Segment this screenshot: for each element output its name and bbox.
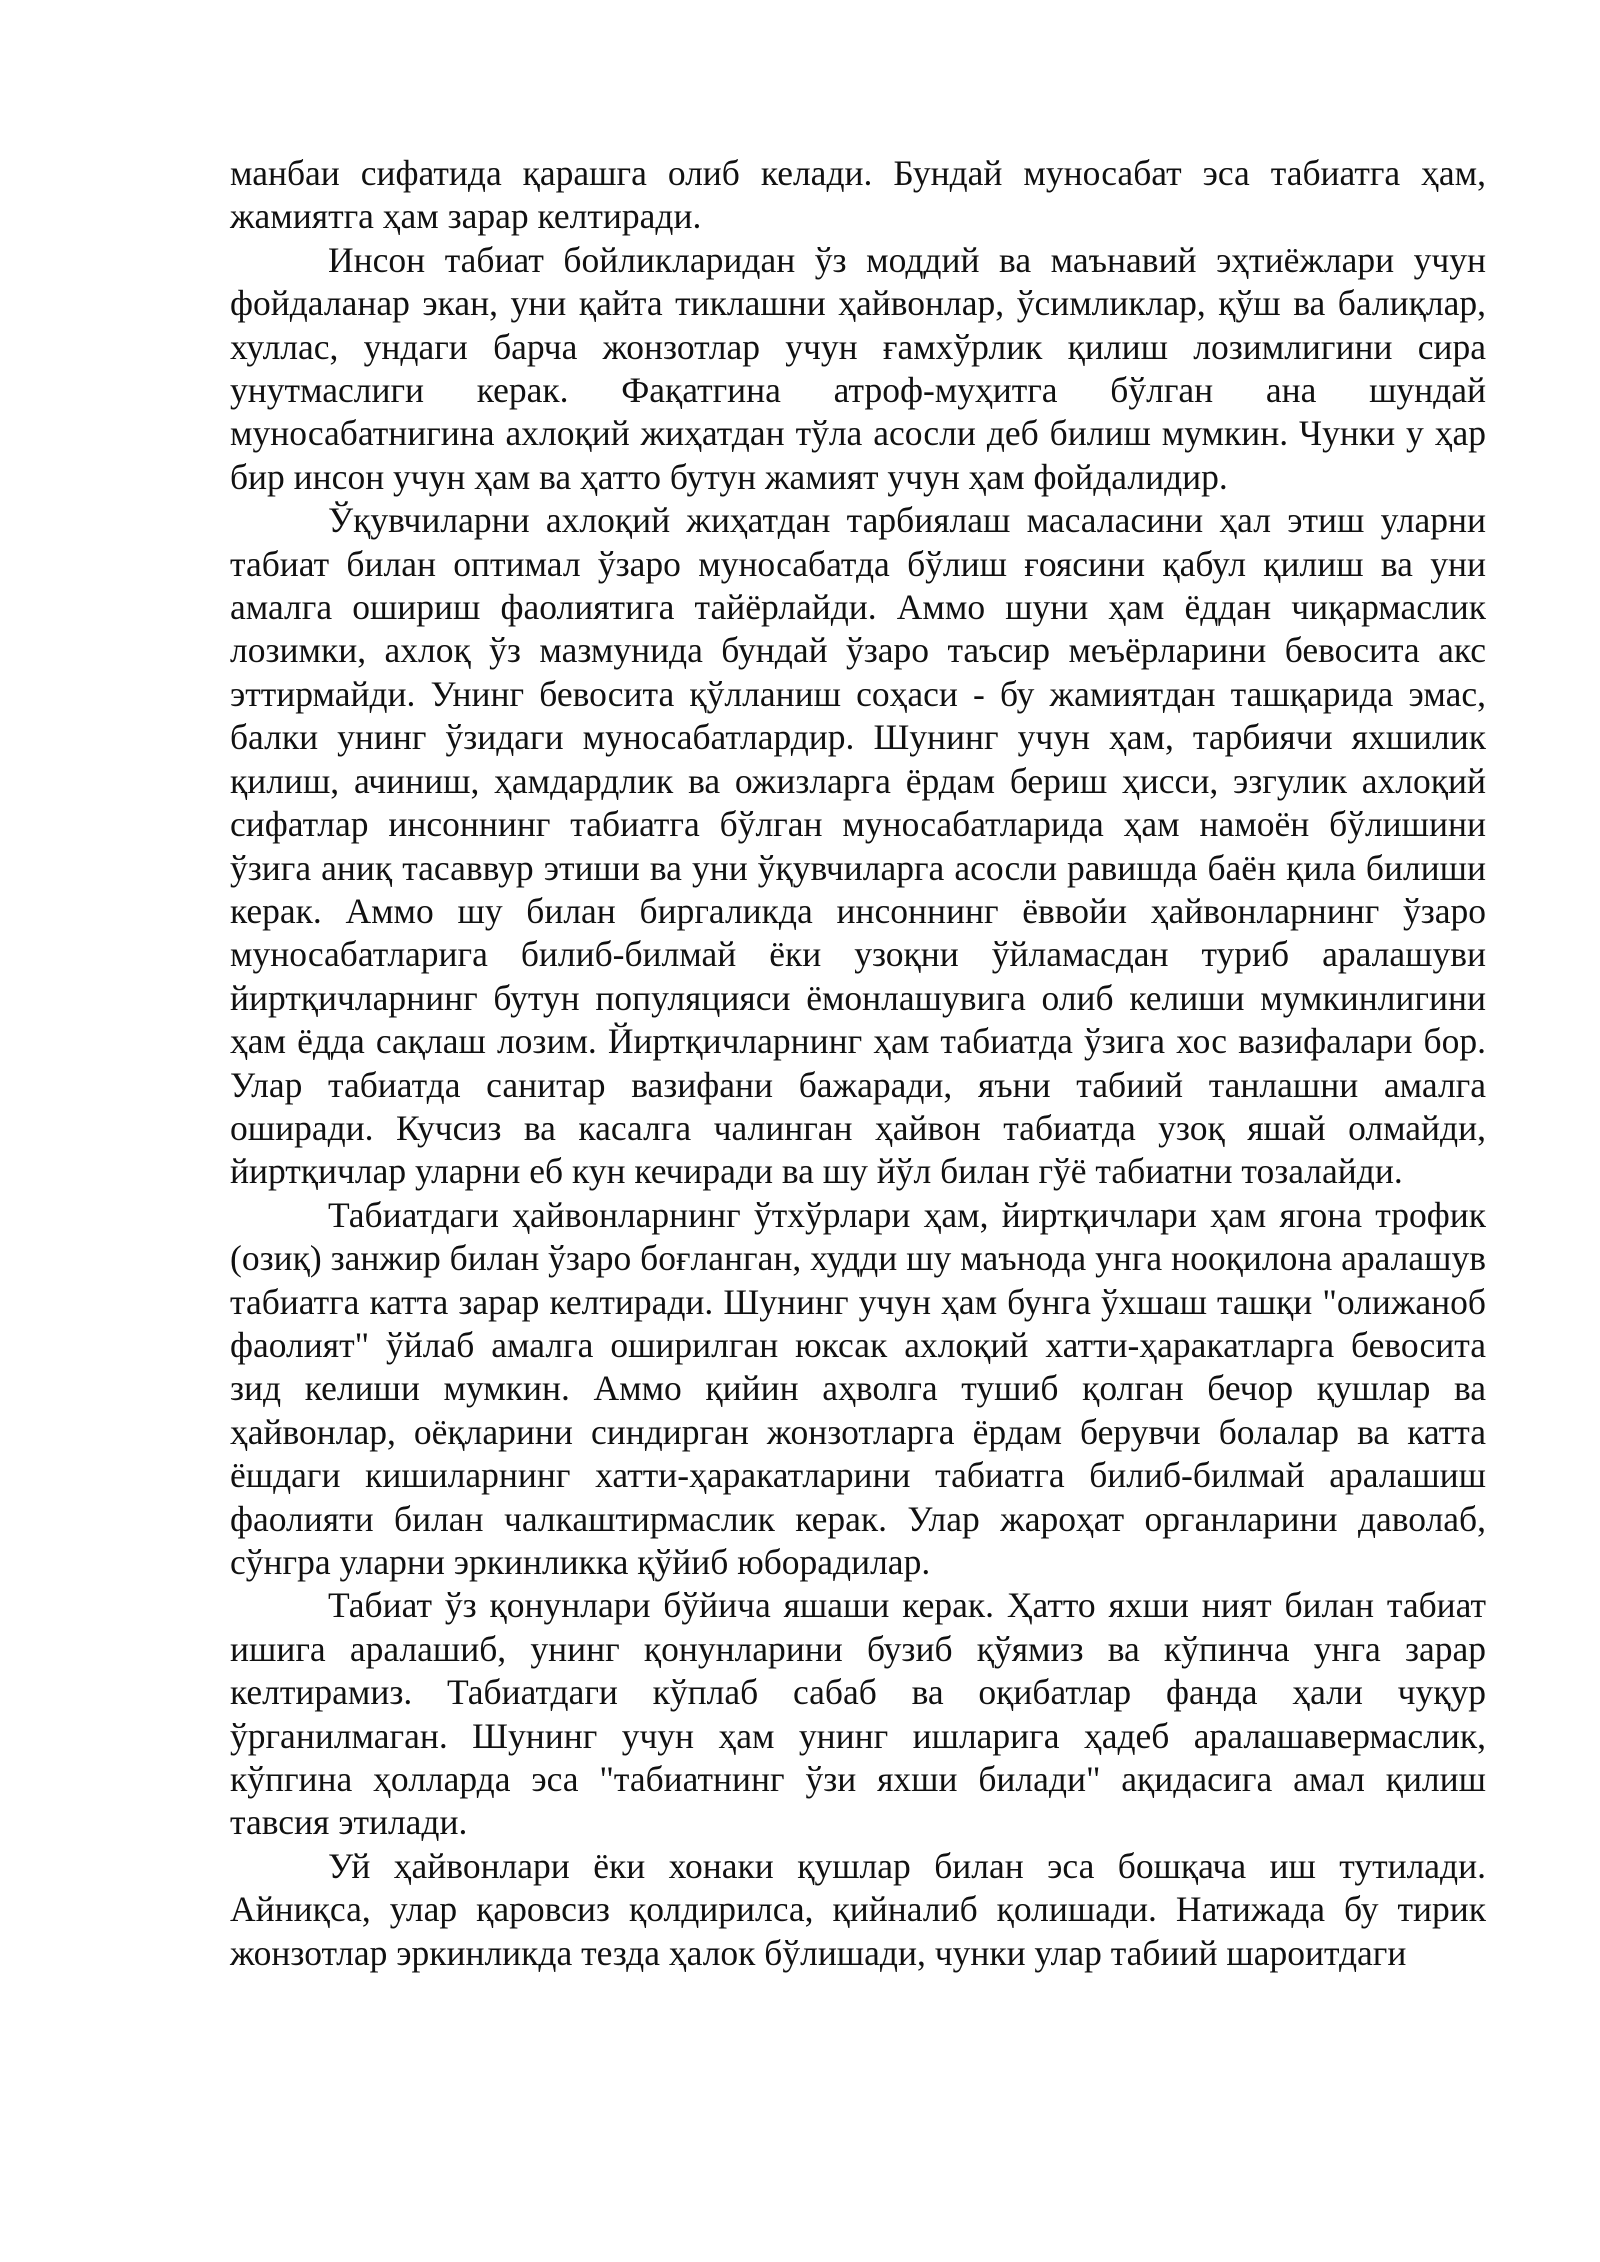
paragraph: манбаи сифатида қарашга олиб келади. Бундай муносабат эса табиатга ҳам, жамиятга ҳам зарар келтиради. [230,153,1486,237]
paragraph: Табиатдаги ҳайвонларнинг ўтхўрлари ҳам, йиртқичлари ҳам ягона трофик (озиқ) занжир билан ўзаро боғланган, худди шу маънода унга ноoқилона аралашув табиатга катта зарар келтиради. Шунинг учун ҳам бунга ўхшаш ташқи "олижаноб фаолият" ўйлаб амалга оширилган юксак ахлоқий хатти-ҳаракатларга бевосита зид келиши мумкин. Аммо қийин аҳволга тушиб қолган бечор қушлар ва ҳайвонлар, оёқларини синдирган жонзотларга ёрдам берувчи болалар ва катта ёшдаги кишиларнинг хатти-ҳаракатларини табиатга билиб-билмай аралашиш фаолияти билан чалкаштирмаслик керак. Улар жароҳат органларини даволаб, сўнгра уларни эркинликка қўйиб юборадилар. [230,1194,1486,1582]
document-page [230,152,1486,1975]
paragraph: Уй ҳайвонлари ёки хонаки қушлар билан эса бошқача иш тутилади. Айниқса, улар қаровсиз қолдирилса, қийналиб қолишади. Натижада бу тирик жонзотлар эркинликда тезда ҳалок бўлишади, чунки улар табиий шароитдаги [230,1845,1486,1973]
paragraph: Табиат ўз қонунлари бўйича яшаши керак. Ҳатто яхши ният билан табиат ишига аралашиб, унинг қонунларини бузиб қўямиз ва кўпинча унга зарар келтирамиз. Табиатдаги кўплаб сабаб ва оқибатлар фанда ҳали чуқур ўрганилмаган. Шунинг учун ҳам унинг ишларига ҳадеб аралашавермаслик, кўпгина ҳолларда эса "табиатнинг ўзи яхши билади" ақидасига амал қилиш тавсия этилади. [230,1585,1486,1843]
paragraph: Ўқувчиларни ахлоқий жиҳатдан тарбиялаш масаласини ҳал этиш уларни табиат билан оптимал ўзаро муносабатда бўлиш ғоясини қабул қилиш ва уни амалга ошириш фаолиятига тайёрлайди. Аммо шуни ҳам ёддан чиқармаслик лозимки, ахлоқ ўз мазмунида бундай ўзаро таъсир меъёрларини бевосита акс эттирмайди. Унинг бевосита қўлланиш соҳаси - бу жамиятдан ташқарида эмас, балки унинг ўзидаги муносабатлардир. Шунинг учун ҳам, тарбиячи яхшилик қилиш, ачиниш, ҳамдардлик ва ожизларга ёрдам бериш ҳисси, эзгулик ахлоқий сифатлар инсоннинг табиатга бўлган муносабатларида ҳам намоён бўлишини ўзига аниқ тасаввур этиши ва уни ўқувчиларга асосли равишда баён қила билиши керак. Аммо шу билан биргаликда инсоннинг ёввойи ҳайвонларнинг ўзаро муносабатларига билиб-билмай ёки узоқни ўйламасдан туриб аралашуви йиртқичларнинг бутун популяцияси ёмонлашувига олиб келиши мумкинлигини ҳам ёдда сақлаш лозим. Йиртқичларнинг ҳам табиатда ўзига хос вазифалари бор. Улар табиатда санитар вазифани бажаради, яъни табиий танлашни амалга оширади. Кучсиз ва касалга чалинган ҳайвон табиатда узоқ яшай олмайди, йиртқичлар уларни еб кун кечиради ва шу йўл билан гўё табиатни тозалайди. [230,500,1486,1192]
paragraph: Инсон табиат бойликларидан ўз моддий ва маънавий эҳтиёжлари учун фойдаланар экан, уни қайта тиклашни ҳайвонлар, ўсимликлар, қўш ва балиқлар, хуллас, ундаги барча жонзотлар учун ғамхўрлик қилиш лозимлигини сира унутмаслиги керак. Фақатгина атроф-муҳитга бўлган ана шундай муносабатнигина ахлоқий жиҳатдан тўла асосли деб билиш мумкин. Чунки у ҳар бир инсон учун ҳам ва ҳатто бутун жамият учун ҳам фойдалидир. [230,239,1486,497]
